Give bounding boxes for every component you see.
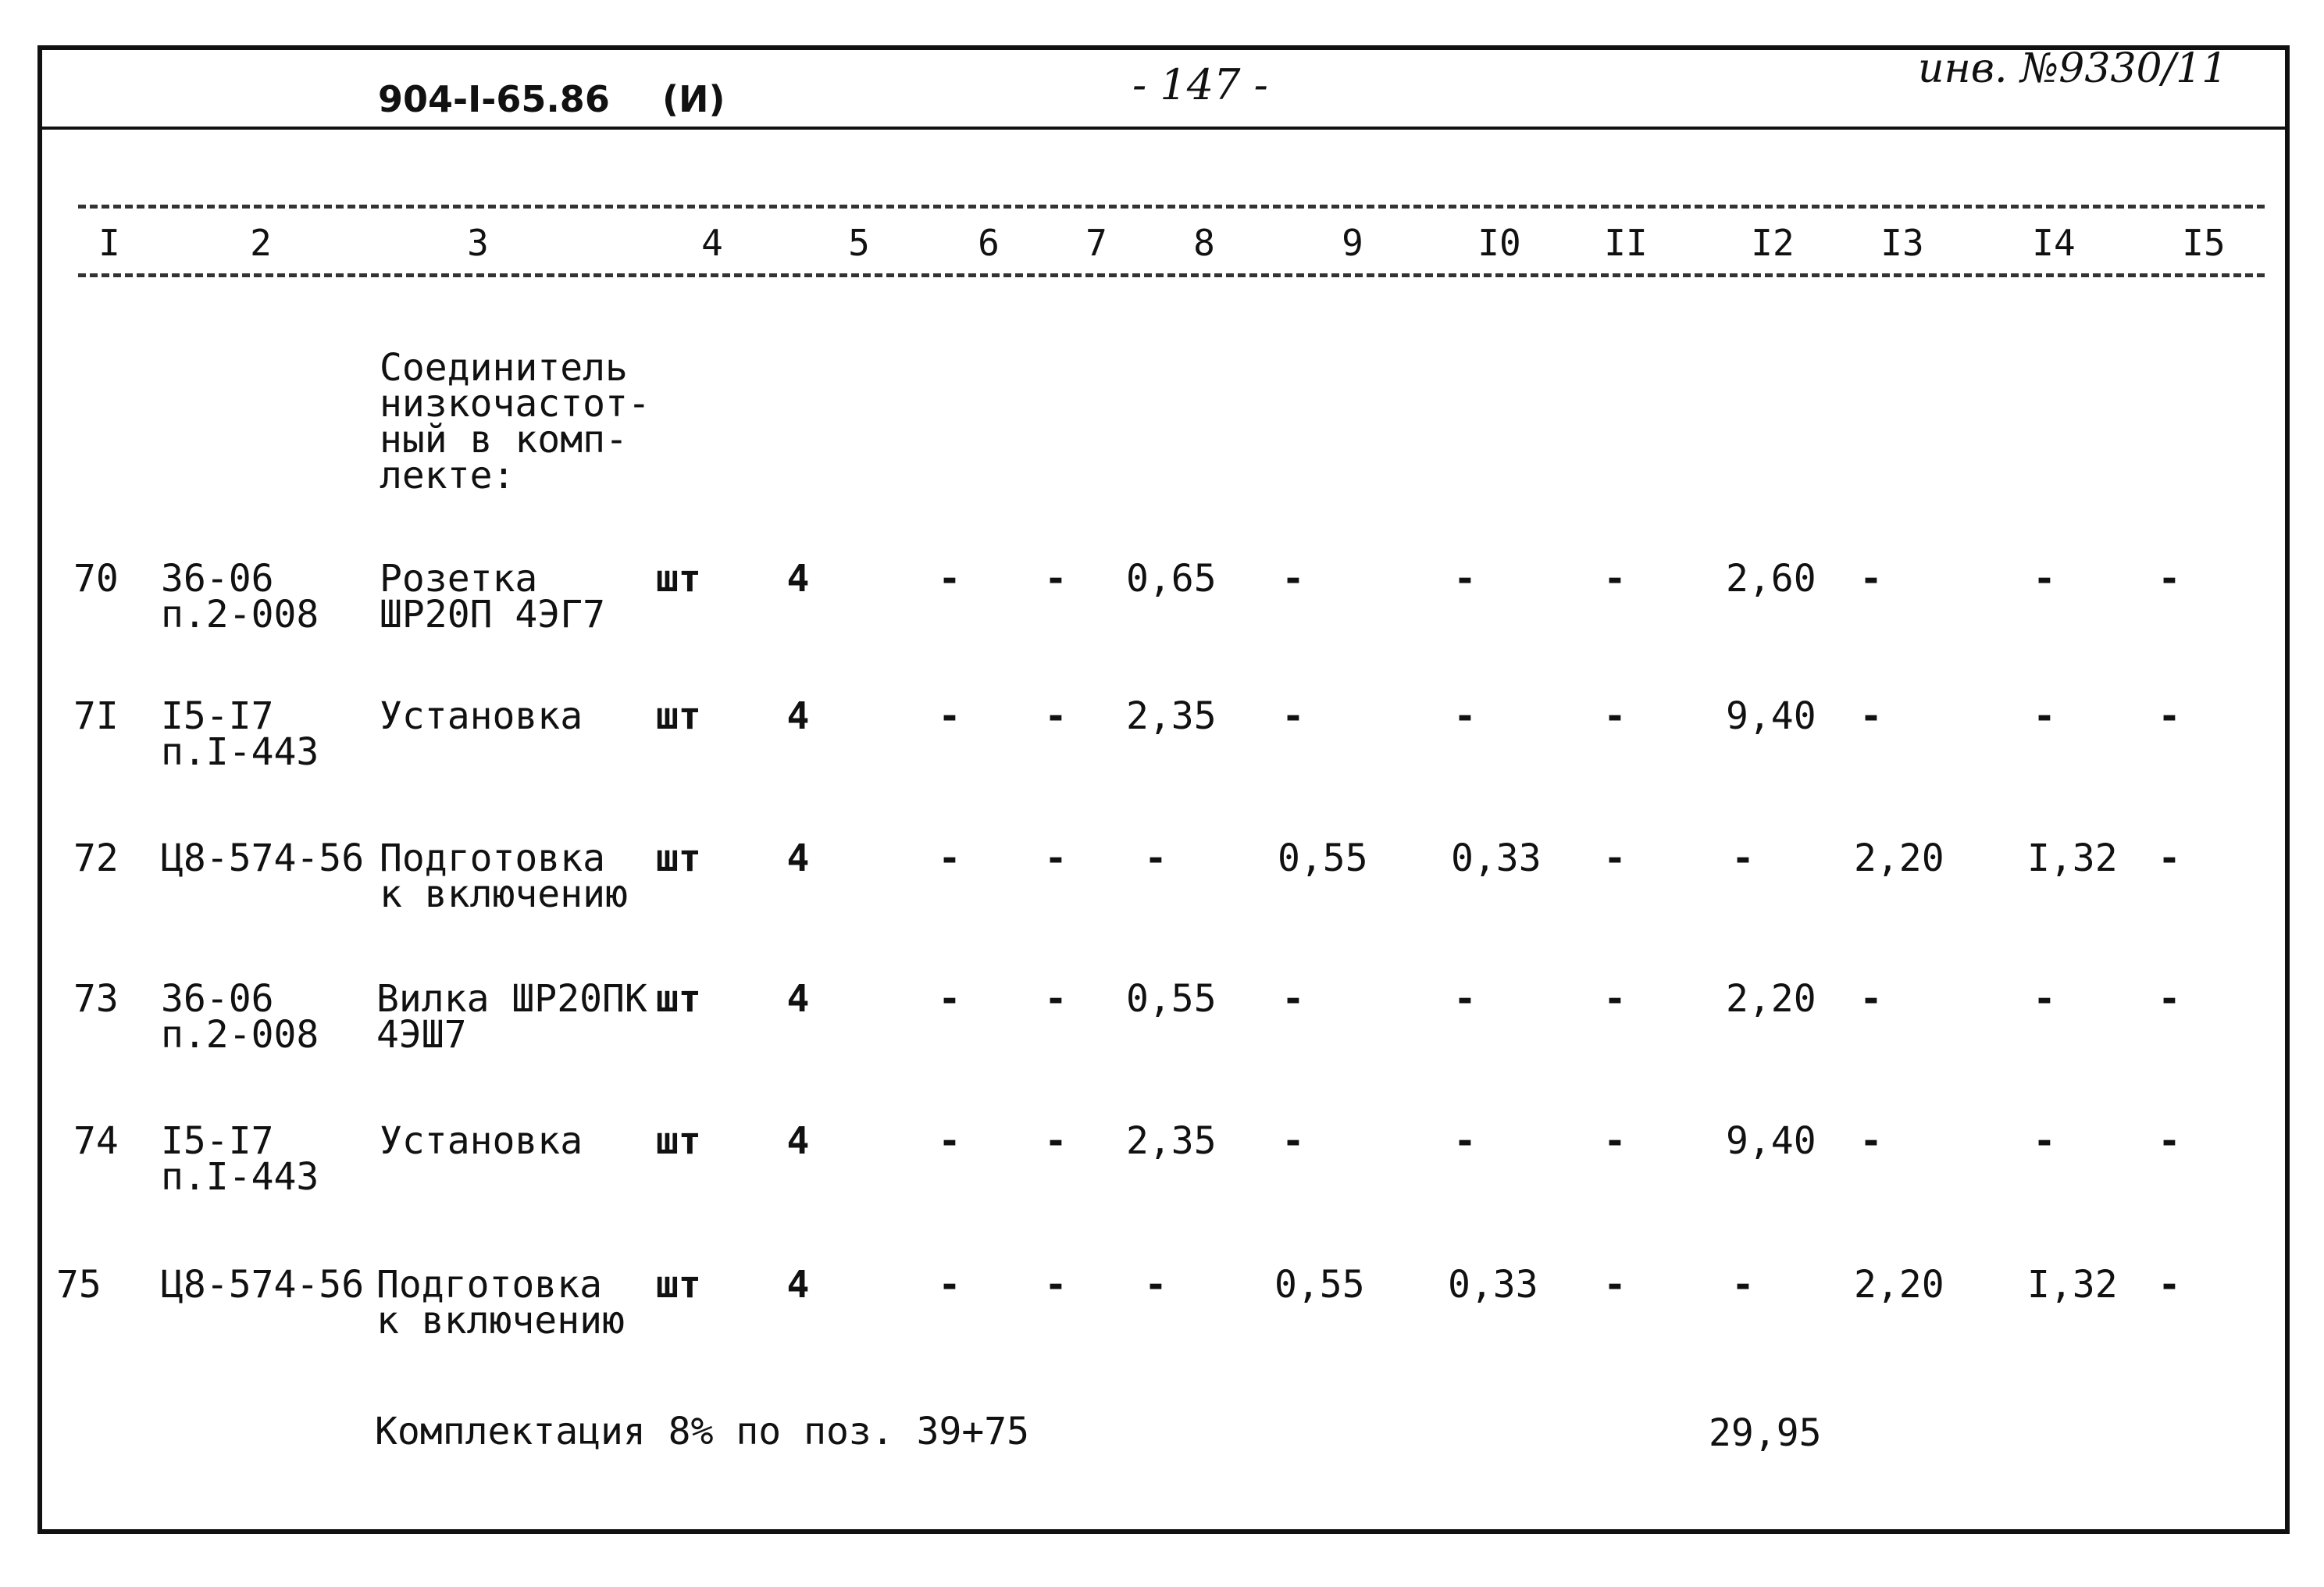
row-col8: 2,35 <box>1126 694 1217 738</box>
row-col10: - <box>1453 1119 1477 1163</box>
column-number: I4 <box>2032 222 2076 264</box>
column-header-bottom-rule <box>78 273 2265 277</box>
row-col12: 9,40 <box>1726 694 1816 738</box>
row-code: 36-06 п.2-008 <box>161 977 319 1057</box>
row-col13: - <box>1859 694 1883 738</box>
row-col11: - <box>1603 557 1627 601</box>
row-col14: I,32 <box>2027 836 2118 880</box>
row-col7: - <box>1044 694 1068 738</box>
row-col7: - <box>1044 1119 1068 1163</box>
row-col12: 2,60 <box>1726 557 1816 601</box>
row-name: Установка <box>380 1119 583 1163</box>
row-position: 74 <box>73 1119 119 1163</box>
row-col10: 0,33 <box>1451 836 1542 880</box>
row-unit: шт <box>656 836 701 880</box>
row-col7: - <box>1044 557 1068 601</box>
column-number: 7 <box>1085 222 1107 264</box>
row-unit: шт <box>656 1263 701 1307</box>
row-col15: - <box>2158 1119 2181 1163</box>
row-code: I5-I7 п.I-443 <box>161 1119 319 1199</box>
row-col5: 4 <box>786 694 810 738</box>
row-col10: - <box>1453 557 1477 601</box>
row-col14: - <box>2033 977 2056 1021</box>
row-col8: - <box>1144 1263 1167 1307</box>
row-col15: - <box>2158 557 2181 601</box>
column-number: I <box>98 222 120 264</box>
row-code: I5-I7 п.I-443 <box>161 694 319 774</box>
column-number: I2 <box>1751 222 1795 264</box>
row-col5: 4 <box>786 557 810 601</box>
summary-value: 29,95 <box>1709 1411 1822 1455</box>
row-col6: - <box>938 1263 961 1307</box>
row-position: 7I <box>73 694 119 738</box>
column-number: II <box>1604 222 1648 264</box>
row-col5: 4 <box>786 977 810 1021</box>
row-col8: - <box>1144 836 1167 880</box>
row-code: Ц8-574-56 <box>161 836 365 880</box>
page-number: - 147 - <box>1132 60 1268 109</box>
row-col15: - <box>2158 977 2181 1021</box>
row-col13: 2,20 <box>1854 1263 1944 1307</box>
row-col7: - <box>1044 836 1068 880</box>
header-divider <box>42 127 2285 130</box>
row-col11: - <box>1603 1263 1627 1307</box>
column-number: I3 <box>1880 222 1924 264</box>
row-col14: - <box>2033 694 2056 738</box>
row-col6: - <box>938 557 961 601</box>
row-unit: шт <box>656 557 701 601</box>
row-col9: - <box>1281 977 1305 1021</box>
row-position: 72 <box>73 836 119 880</box>
column-number: 9 <box>1342 222 1363 264</box>
row-col9: - <box>1281 557 1305 601</box>
row-col10: - <box>1453 977 1477 1021</box>
row-col9: 0,55 <box>1274 1263 1365 1307</box>
row-col15: - <box>2158 836 2181 880</box>
row-col14: I,32 <box>2027 1263 2118 1307</box>
row-code: 36-06 п.2-008 <box>161 557 319 637</box>
row-name: Подготовка к включению <box>376 1263 625 1343</box>
row-col12: - <box>1731 1263 1755 1307</box>
inventory-number: инв. №9330/11 <box>1918 45 2228 92</box>
row-unit: шт <box>656 694 701 738</box>
row-col5: 4 <box>786 1119 810 1163</box>
row-unit: шт <box>656 1119 701 1163</box>
column-number: I0 <box>1477 222 1521 264</box>
row-col11: - <box>1603 977 1627 1021</box>
row-col5: 4 <box>786 836 810 880</box>
row-col12: 2,20 <box>1726 977 1816 1021</box>
row-col13: - <box>1859 977 1883 1021</box>
row-col9: 0,55 <box>1278 836 1368 880</box>
row-name: Установка <box>380 694 583 738</box>
column-header-top-rule <box>78 205 2265 209</box>
row-col13: - <box>1859 557 1883 601</box>
column-number: 6 <box>978 222 1000 264</box>
row-col7: - <box>1044 977 1068 1021</box>
row-col8: 0,55 <box>1126 977 1217 1021</box>
row-position: 70 <box>73 557 119 601</box>
row-col10: 0,33 <box>1448 1263 1538 1307</box>
row-col9: - <box>1281 1119 1305 1163</box>
column-number: 3 <box>467 222 489 264</box>
row-col6: - <box>938 836 961 880</box>
row-col14: - <box>2033 1119 2056 1163</box>
row-name: Подготовка к включению <box>380 836 628 916</box>
document-code-mark: (И) <box>662 78 725 120</box>
row-col14: - <box>2033 557 2056 601</box>
row-col6: - <box>938 694 961 738</box>
row-name: Вилка ШР20ПК 4ЭШ7 <box>376 977 647 1057</box>
row-col8: 0,65 <box>1126 557 1217 601</box>
row-col11: - <box>1603 836 1627 880</box>
section-title: Соединитель низкочастот- ный в комп- лекте: <box>380 346 651 497</box>
row-col12: - <box>1731 836 1755 880</box>
column-number: 2 <box>250 222 272 264</box>
row-col6: - <box>938 977 961 1021</box>
row-col10: - <box>1453 694 1477 738</box>
row-unit: шт <box>656 977 701 1021</box>
column-number: 8 <box>1193 222 1215 264</box>
row-position: 75 <box>56 1263 102 1307</box>
row-col13: 2,20 <box>1854 836 1944 880</box>
row-col8: 2,35 <box>1126 1119 1217 1163</box>
row-position: 73 <box>73 977 119 1021</box>
column-number: 5 <box>848 222 870 264</box>
row-col11: - <box>1603 694 1627 738</box>
row-col9: - <box>1281 694 1305 738</box>
row-col12: 9,40 <box>1726 1119 1816 1163</box>
document-code: 904-I-65.86 <box>378 78 610 120</box>
summary-label: Комплектация 8% по поз. 39+75 <box>375 1410 1030 1453</box>
page-frame <box>37 45 2290 1534</box>
column-number: 4 <box>701 222 723 264</box>
row-col7: - <box>1044 1263 1068 1307</box>
row-col6: - <box>938 1119 961 1163</box>
row-name: Розетка ШР20П 4ЭГ7 <box>380 557 605 637</box>
row-col13: - <box>1859 1119 1883 1163</box>
row-col15: - <box>2158 1263 2181 1307</box>
row-code: Ц8-574-56 <box>161 1263 365 1307</box>
column-number: I5 <box>2182 222 2226 264</box>
row-col15: - <box>2158 694 2181 738</box>
row-col11: - <box>1603 1119 1627 1163</box>
row-col5: 4 <box>786 1263 810 1307</box>
